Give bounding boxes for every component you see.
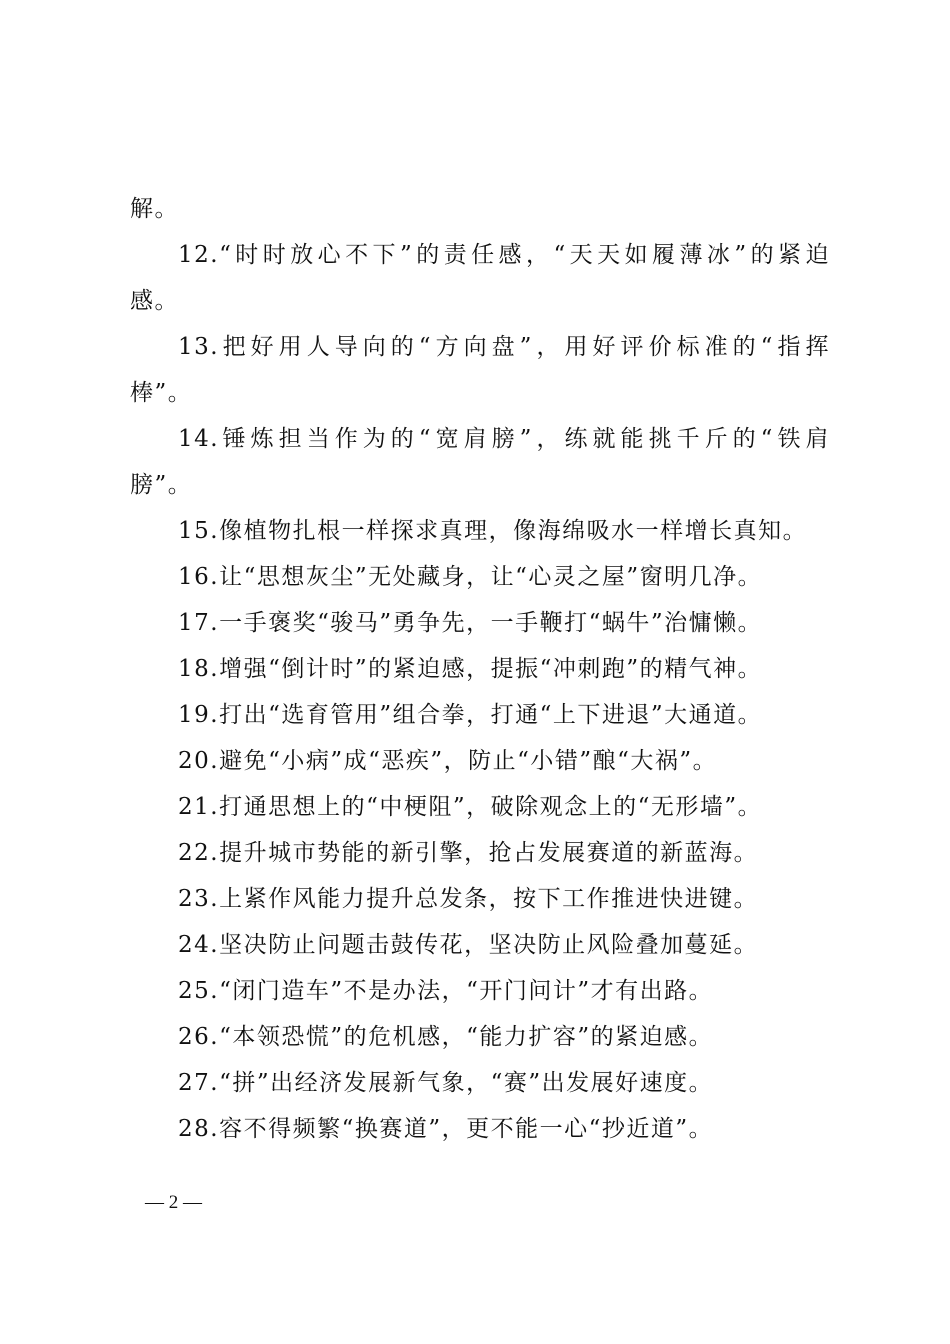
list-item-23: 23.上紧作风能力提升总发条，按下工作推进快进键。 <box>178 886 759 912</box>
list-item-25: 25.“闭门造车”不是办法，“开门问计”才有出路。 <box>178 978 714 1004</box>
list-item-17: 17.一手褒奖“骏马”勇争先，一手鞭打“蜗牛”治慵懒。 <box>178 610 763 636</box>
list-item-22: 22.提升城市势能的新引擎，抢占发展赛道的新蓝海。 <box>178 840 759 866</box>
list-item-28: 28.容不得频繁“换赛道”，更不能一心“抄近道”。 <box>178 1116 714 1142</box>
list-item-21: 21.打通思想上的“中梗阻”，破除观念上的“无形墙”。 <box>178 794 763 820</box>
document-body <box>130 186 830 1152</box>
page-number: — 2 — <box>145 1192 202 1213</box>
list-item-19: 19.打出“选育管用”组合拳，打通“上下进退”大通道。 <box>178 702 763 728</box>
list-item-18: 18.增强“倒计时”的紧迫感，提振“冲刺跑”的精气神。 <box>178 656 763 682</box>
list-item-27: 27.“拼”出经济发展新气象，“赛”出发展好速度。 <box>178 1070 714 1096</box>
list-item-24: 24.坚决防止问题击鼓传花，坚决防止风险叠加蔓延。 <box>178 932 759 958</box>
list-item-13: 13.把好用人导向的“方向盘”，用好评价标准的“指挥 <box>178 334 830 360</box>
list-item-12: 12.“时时放心不下”的责任感，“天天如履薄冰”的紧迫 <box>178 242 830 268</box>
list-item-14-continuation: 膀”。 <box>130 472 193 498</box>
list-item-26: 26.“本领恐慌”的危机感，“能力扩容”的紧迫感。 <box>178 1024 714 1050</box>
list-item-16: 16.让“思想灰尘”无处藏身，让“心灵之屋”窗明几净。 <box>178 564 763 590</box>
list-item-14: 14.锤炼担当作为的“宽肩膀”，练就能挑千斤的“铁肩 <box>178 426 830 452</box>
list-item-12-continuation: 感。 <box>130 288 179 314</box>
list-item-13-continuation: 棒”。 <box>130 380 193 406</box>
list-item-20: 20.避免“小病”成“恶疾”，防止“小错”酿“大祸”。 <box>178 748 718 774</box>
paragraph-continuation: 解。 <box>130 196 179 222</box>
list-item-15: 15.像植物扎根一样探求真理，像海绵吸水一样增长真知。 <box>178 518 808 544</box>
